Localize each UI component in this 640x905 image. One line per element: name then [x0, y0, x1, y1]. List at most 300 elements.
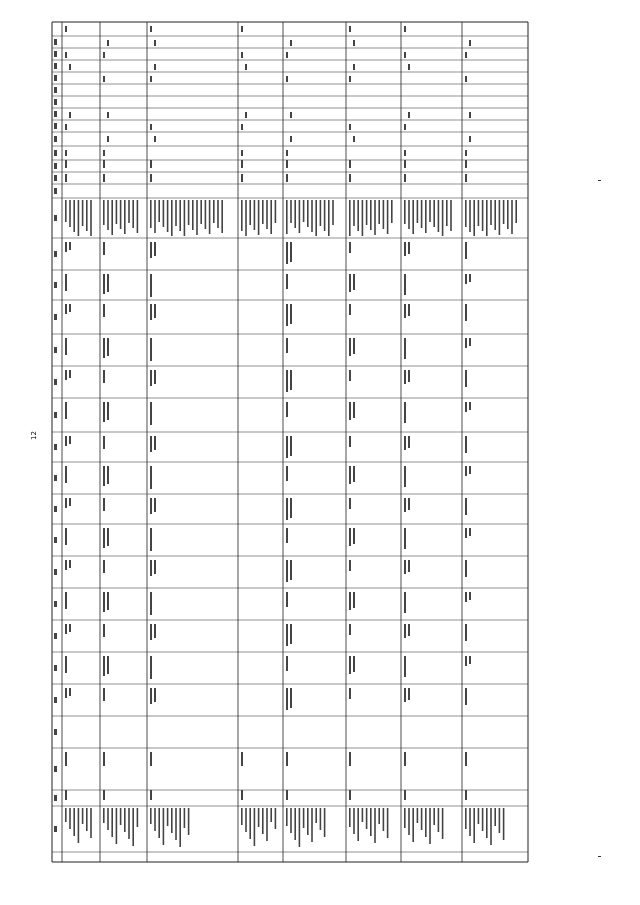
- numeric-value-glyph: [286, 656, 288, 671]
- numeric-value-glyph: [150, 466, 152, 489]
- numeric-value-glyph: [154, 624, 156, 638]
- small-glyph: [107, 40, 109, 46]
- name-glyph: [69, 808, 71, 829]
- numeric-value-glyph: [349, 274, 351, 292]
- description-glyph: [324, 200, 326, 231]
- small-glyph: [469, 112, 471, 118]
- numeric-value-glyph: [154, 688, 156, 702]
- numeric-value-glyph: [290, 304, 292, 324]
- name-glyph: [167, 808, 169, 826]
- name-glyph: [124, 808, 126, 832]
- numeric-value-glyph: [290, 242, 292, 262]
- description-glyph: [290, 200, 292, 223]
- amount-glyph: [286, 752, 288, 766]
- numeric-value-glyph: [404, 242, 406, 256]
- unit-glyph: [349, 160, 351, 168]
- description-glyph: [270, 200, 272, 234]
- numeric-value-glyph: [349, 304, 351, 315]
- unit-glyph: [465, 160, 467, 168]
- small-glyph: [65, 150, 67, 156]
- name-glyph: [357, 808, 359, 841]
- description-glyph: [286, 200, 288, 234]
- numeric-value-glyph: [69, 304, 71, 312]
- description-glyph: [515, 200, 517, 223]
- description-glyph: [209, 200, 211, 234]
- numeric-value-glyph: [290, 560, 292, 580]
- numeric-value-glyph: [65, 498, 67, 508]
- amount-glyph: [65, 752, 67, 766]
- small-glyph: [353, 64, 355, 70]
- numeric-value-glyph: [465, 436, 467, 453]
- name-glyph: [258, 808, 260, 827]
- numeric-value-glyph: [150, 688, 152, 704]
- description-glyph: [69, 200, 71, 227]
- numeric-value-glyph: [349, 592, 351, 610]
- column-number-glyph: [54, 729, 57, 735]
- name-glyph: [303, 808, 305, 828]
- name-glyph: [120, 808, 122, 825]
- code-glyph: [241, 790, 243, 800]
- name-glyph: [442, 808, 444, 839]
- name-glyph: [469, 808, 471, 836]
- description-glyph: [482, 200, 484, 231]
- numeric-value-glyph: [404, 338, 406, 359]
- name-glyph: [132, 808, 134, 846]
- name-glyph: [307, 808, 309, 835]
- numeric-value-glyph: [103, 402, 105, 422]
- description-glyph: [254, 200, 256, 230]
- column-number-glyph: [54, 123, 57, 129]
- small-glyph: [69, 64, 71, 70]
- column-number-glyph: [54, 150, 57, 156]
- name-glyph: [275, 808, 277, 829]
- description-glyph: [266, 200, 268, 229]
- small-glyph: [103, 150, 105, 156]
- name-glyph: [154, 808, 156, 831]
- numeric-value-glyph: [404, 402, 406, 423]
- code-glyph: [349, 790, 351, 800]
- numeric-value-glyph: [353, 466, 355, 482]
- name-glyph: [503, 808, 505, 840]
- name-glyph: [137, 808, 139, 827]
- name-glyph: [270, 808, 272, 822]
- description-glyph: [421, 200, 423, 228]
- description-glyph: [90, 200, 92, 236]
- name-glyph: [387, 808, 389, 838]
- column-number-glyph: [54, 51, 57, 57]
- description-glyph: [221, 200, 223, 233]
- small-glyph: [349, 124, 351, 130]
- numeric-value-glyph: [103, 528, 105, 548]
- description-glyph: [82, 200, 84, 226]
- numeric-value-glyph: [65, 560, 67, 570]
- description-glyph: [362, 200, 364, 236]
- description-glyph: [366, 200, 368, 225]
- numeric-value-glyph: [103, 560, 105, 573]
- description-glyph: [378, 200, 380, 224]
- numeric-value-glyph: [465, 656, 467, 666]
- numeric-value-glyph: [286, 498, 288, 520]
- description-glyph: [370, 200, 372, 230]
- numeric-value-glyph: [290, 498, 292, 518]
- numeric-value-glyph: [65, 624, 67, 634]
- description-glyph: [196, 200, 198, 235]
- numeric-value-glyph: [150, 498, 152, 514]
- description-glyph: [499, 200, 501, 235]
- numeric-value-glyph: [353, 274, 355, 290]
- description-glyph: [294, 200, 296, 228]
- column-number-glyph: [54, 665, 57, 671]
- description-glyph: [446, 200, 448, 226]
- numeric-value-glyph: [65, 242, 67, 252]
- description-glyph: [103, 200, 105, 225]
- numeric-value-glyph: [349, 436, 351, 447]
- small-glyph: [404, 124, 406, 130]
- description-glyph: [307, 200, 309, 227]
- numeric-value-glyph: [408, 370, 410, 382]
- numeric-value-glyph: [404, 370, 406, 384]
- small-glyph: [353, 136, 355, 142]
- name-glyph: [324, 808, 326, 837]
- name-glyph: [175, 808, 177, 840]
- name-glyph: [378, 808, 380, 824]
- numeric-value-glyph: [349, 466, 351, 484]
- numeric-value-glyph: [286, 624, 288, 646]
- small-glyph: [286, 76, 288, 82]
- numeric-value-glyph: [286, 402, 288, 417]
- numeric-value-glyph: [103, 370, 105, 383]
- numeric-value-glyph: [349, 688, 351, 699]
- column-number-glyph: [54, 444, 57, 450]
- name-glyph: [465, 808, 467, 829]
- numeric-value-glyph: [154, 436, 156, 450]
- column-number-glyph: [54, 111, 57, 117]
- name-glyph: [482, 808, 484, 831]
- small-glyph: [465, 52, 467, 58]
- numeric-value-glyph: [154, 498, 156, 512]
- name-glyph: [78, 808, 80, 843]
- name-glyph: [116, 808, 118, 844]
- description-glyph: [124, 200, 126, 234]
- name-glyph: [179, 808, 181, 847]
- numeric-value-glyph: [286, 560, 288, 582]
- numeric-value-glyph: [469, 656, 471, 664]
- name-glyph: [362, 808, 364, 822]
- numeric-value-glyph: [469, 274, 471, 282]
- numeric-value-glyph: [103, 656, 105, 676]
- column-number-glyph: [54, 506, 57, 512]
- numeric-value-glyph: [107, 528, 109, 546]
- numeric-value-glyph: [469, 338, 471, 346]
- small-glyph: [65, 124, 67, 130]
- numeric-value-glyph: [154, 304, 156, 318]
- numeric-value-glyph: [65, 688, 67, 698]
- numeric-value-glyph: [65, 466, 67, 483]
- name-glyph: [349, 808, 351, 827]
- numeric-value-glyph: [65, 402, 67, 419]
- table-texts: [54, 26, 517, 847]
- name-glyph: [262, 808, 264, 834]
- description-glyph: [478, 200, 480, 226]
- numeric-value-glyph: [150, 528, 152, 551]
- numeric-value-glyph: [65, 274, 67, 291]
- numeric-value-glyph: [404, 656, 406, 677]
- name-glyph: [294, 808, 296, 840]
- description-glyph: [450, 200, 452, 231]
- numeric-value-glyph: [103, 592, 105, 612]
- numeric-value-glyph: [465, 338, 467, 348]
- numeric-value-glyph: [290, 436, 292, 456]
- small-glyph: [290, 40, 292, 46]
- name-glyph: [150, 808, 152, 824]
- numeric-value-glyph: [465, 560, 467, 577]
- description-glyph: [275, 200, 277, 223]
- description-glyph: [511, 200, 513, 234]
- amount-glyph: [465, 752, 467, 766]
- small-glyph: [349, 76, 351, 82]
- numeric-value-glyph: [107, 274, 109, 292]
- column-number-glyph: [54, 39, 57, 45]
- unit-glyph: [404, 174, 406, 182]
- name-glyph: [421, 808, 423, 830]
- numeric-value-glyph: [65, 370, 67, 380]
- numeric-value-glyph: [107, 402, 109, 420]
- small-glyph: [465, 150, 467, 156]
- name-glyph: [408, 808, 410, 835]
- description-glyph: [503, 200, 505, 224]
- numeric-value-glyph: [150, 304, 152, 320]
- small-glyph: [65, 52, 67, 58]
- name-glyph: [65, 808, 67, 822]
- description-glyph: [217, 200, 219, 228]
- code-glyph: [404, 790, 406, 800]
- numeric-value-glyph: [103, 466, 105, 486]
- name-glyph: [86, 808, 88, 831]
- numeric-value-glyph: [286, 338, 288, 353]
- description-glyph: [213, 200, 215, 223]
- numeric-value-glyph: [465, 498, 467, 515]
- small-glyph: [408, 64, 410, 70]
- small-glyph: [469, 40, 471, 46]
- name-glyph: [241, 808, 243, 825]
- amount-glyph: [349, 752, 351, 766]
- name-glyph: [486, 808, 488, 838]
- column-number-glyph: [54, 215, 57, 221]
- description-glyph: [86, 200, 88, 231]
- numeric-value-glyph: [469, 402, 471, 410]
- numeric-value-glyph: [103, 688, 105, 701]
- small-glyph: [241, 26, 243, 32]
- numeric-value-glyph: [103, 338, 105, 358]
- description-glyph: [315, 200, 317, 236]
- description-glyph: [111, 200, 113, 235]
- numeric-value-glyph: [404, 624, 406, 638]
- numeric-value-glyph: [69, 560, 71, 568]
- numeric-value-glyph: [286, 436, 288, 458]
- numeric-value-glyph: [465, 528, 467, 538]
- numeric-value-glyph: [65, 528, 67, 545]
- numeric-value-glyph: [465, 402, 467, 412]
- numeric-value-glyph: [404, 274, 406, 295]
- code-glyph: [65, 790, 67, 800]
- small-glyph: [290, 136, 292, 142]
- small-glyph: [69, 112, 71, 118]
- numeric-value-glyph: [353, 338, 355, 354]
- small-glyph: [107, 112, 109, 118]
- small-glyph: [469, 136, 471, 142]
- name-glyph: [473, 808, 475, 843]
- description-glyph: [132, 200, 134, 228]
- numeric-value-glyph: [103, 624, 105, 637]
- name-glyph: [412, 808, 414, 842]
- numeric-value-glyph: [408, 560, 410, 572]
- unit-glyph: [150, 160, 152, 168]
- description-glyph: [353, 200, 355, 226]
- numeric-value-glyph: [349, 498, 351, 509]
- description-glyph: [391, 200, 393, 223]
- column-number-glyph: [54, 795, 57, 801]
- numeric-value-glyph: [349, 370, 351, 381]
- numeric-value-glyph: [469, 466, 471, 474]
- description-glyph: [383, 200, 385, 229]
- description-glyph: [349, 200, 351, 236]
- description-glyph: [311, 200, 313, 232]
- column-number-glyph: [54, 136, 57, 142]
- numeric-value-glyph: [103, 274, 105, 294]
- numeric-value-glyph: [353, 402, 355, 418]
- name-glyph: [299, 808, 301, 847]
- numeric-value-glyph: [69, 370, 71, 378]
- name-glyph: [290, 808, 292, 833]
- numeric-value-glyph: [349, 338, 351, 356]
- name-glyph: [254, 808, 256, 846]
- description-glyph: [303, 200, 305, 222]
- code-glyph: [465, 790, 467, 800]
- description-glyph: [433, 200, 435, 227]
- name-glyph: [158, 808, 160, 838]
- amount-glyph: [241, 752, 243, 766]
- description-glyph: [494, 200, 496, 230]
- description-glyph: [262, 200, 264, 224]
- numeric-value-glyph: [150, 560, 152, 576]
- numeric-value-glyph: [465, 274, 467, 284]
- description-glyph: [473, 200, 475, 236]
- small-glyph: [245, 64, 247, 70]
- description-glyph: [404, 200, 406, 224]
- column-number-glyph: [54, 537, 57, 543]
- name-glyph: [315, 808, 317, 823]
- numeric-value-glyph: [154, 370, 156, 384]
- small-glyph: [353, 40, 355, 46]
- code-glyph: [150, 790, 152, 800]
- name-glyph: [494, 808, 496, 826]
- numeric-value-glyph: [150, 436, 152, 452]
- numeric-value-glyph: [65, 436, 67, 446]
- name-glyph: [478, 808, 480, 824]
- column-number-glyph: [54, 475, 57, 481]
- description-glyph: [158, 200, 160, 222]
- numeric-value-glyph: [353, 656, 355, 672]
- small-glyph: [103, 76, 105, 82]
- column-number-glyph: [54, 569, 57, 575]
- numeric-value-glyph: [404, 498, 406, 512]
- numeric-value-glyph: [150, 370, 152, 386]
- numeric-value-glyph: [408, 624, 410, 636]
- numeric-value-glyph: [65, 592, 67, 609]
- numeric-value-glyph: [65, 656, 67, 673]
- column-number-glyph: [54, 251, 57, 257]
- numeric-value-glyph: [349, 560, 351, 571]
- small-glyph: [286, 52, 288, 58]
- numeric-value-glyph: [465, 370, 467, 387]
- numeric-value-glyph: [65, 338, 67, 355]
- description-glyph: [387, 200, 389, 234]
- description-glyph: [258, 200, 260, 235]
- unit-glyph: [349, 174, 351, 182]
- unit-glyph: [65, 174, 67, 182]
- description-glyph: [486, 200, 488, 236]
- small-glyph: [154, 64, 156, 70]
- numeric-value-glyph: [65, 304, 67, 314]
- numeric-value-glyph: [150, 338, 152, 361]
- name-glyph: [266, 808, 268, 841]
- numeric-value-glyph: [103, 436, 105, 449]
- numeric-value-glyph: [286, 370, 288, 392]
- numeric-value-glyph: [404, 688, 406, 702]
- numeric-value-glyph: [286, 274, 288, 289]
- numeric-value-glyph: [286, 688, 288, 710]
- description-glyph: [320, 200, 322, 226]
- description-glyph: [357, 200, 359, 231]
- description-glyph: [163, 200, 165, 227]
- description-glyph: [417, 200, 419, 223]
- numeric-value-glyph: [290, 370, 292, 390]
- name-glyph: [433, 808, 435, 825]
- small-glyph: [150, 124, 152, 130]
- column-number-glyph: [54, 766, 57, 772]
- name-glyph: [103, 808, 105, 823]
- column-number-glyph: [54, 633, 57, 639]
- numeric-value-glyph: [150, 402, 152, 425]
- unit-glyph: [465, 174, 467, 182]
- description-glyph: [150, 200, 152, 228]
- numeric-value-glyph: [103, 498, 105, 511]
- name-glyph: [353, 808, 355, 834]
- numeric-value-glyph: [150, 592, 152, 615]
- numeric-value-glyph: [69, 624, 71, 632]
- description-glyph: [167, 200, 169, 232]
- small-glyph: [404, 26, 406, 32]
- name-glyph: [286, 808, 288, 826]
- description-glyph: [205, 200, 207, 229]
- numeric-value-glyph: [154, 242, 156, 256]
- numeric-value-glyph: [69, 688, 71, 696]
- name-glyph: [90, 808, 92, 838]
- numeric-value-glyph: [286, 304, 288, 326]
- numeric-value-glyph: [465, 624, 467, 641]
- numeric-value-glyph: [290, 688, 292, 708]
- description-glyph: [374, 200, 376, 235]
- numeric-value-glyph: [349, 624, 351, 635]
- description-glyph: [408, 200, 410, 229]
- numeric-value-glyph: [286, 528, 288, 543]
- numeric-value-glyph: [353, 528, 355, 544]
- numeric-value-glyph: [103, 304, 105, 317]
- numeric-value-glyph: [286, 592, 288, 607]
- description-glyph: [438, 200, 440, 232]
- column-number-glyph: [54, 601, 57, 607]
- numeric-value-glyph: [69, 436, 71, 444]
